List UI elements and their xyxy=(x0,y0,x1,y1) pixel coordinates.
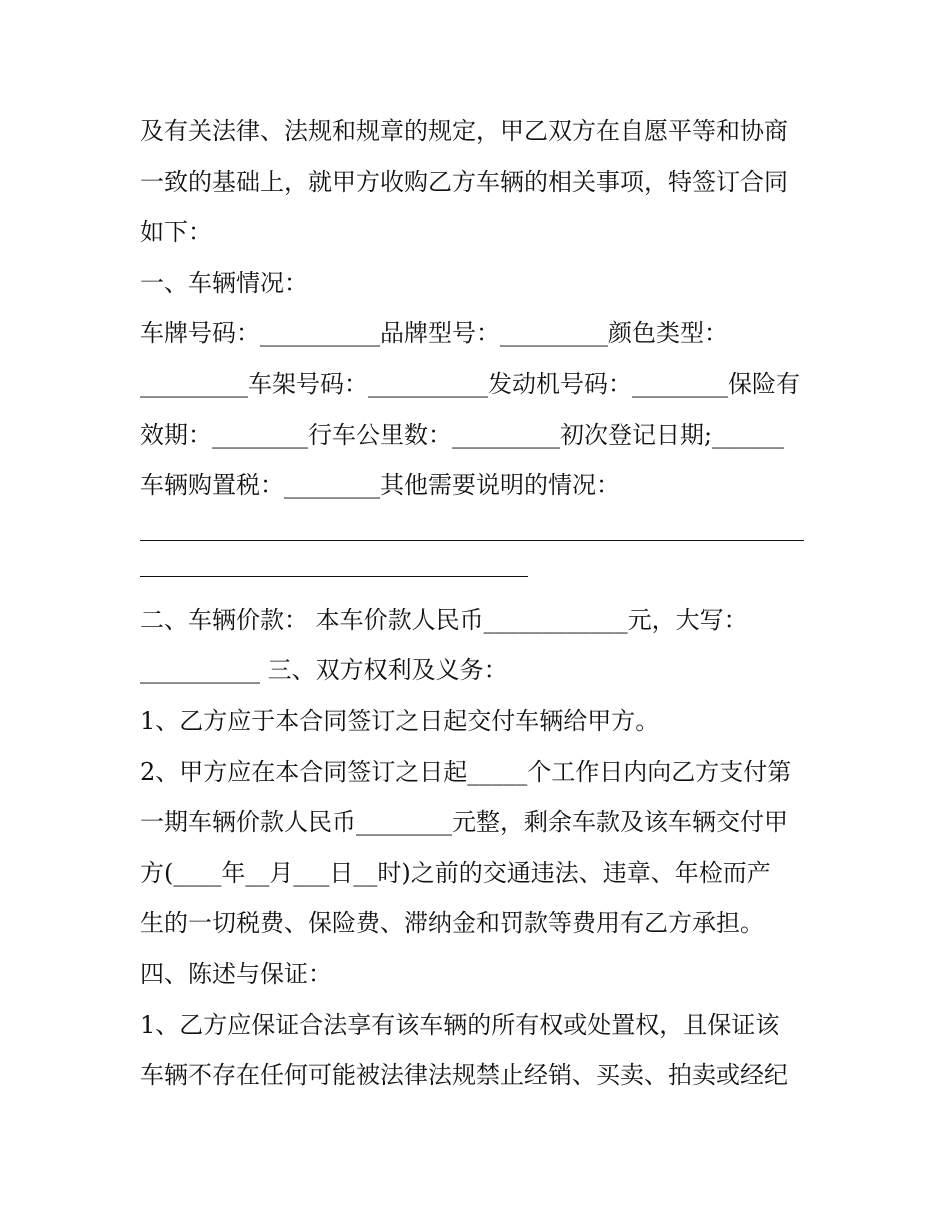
text-line: 效期：________行车公里数：_________初次登记日期;______ xyxy=(140,420,785,449)
text-line: 车辆不存在任何可能被法律法规禁止经销、买卖、拍卖或经纪 xyxy=(140,1061,788,1090)
text-line: 1、乙方应保证合法享有该车辆的所有权或处置权，且保证该 xyxy=(140,1010,780,1039)
section-heading-representations: 四、陈述与保证： xyxy=(140,959,332,988)
text-line: 一致的基础上，就甲方收购乙方车辆的相关事项，特签订合同 xyxy=(140,167,788,196)
spacer xyxy=(140,583,820,595)
blank-fill-line xyxy=(140,547,820,583)
text-line: 生的一切税费、保险费、滞纳金和罚款等费用有乙方承担。 xyxy=(140,909,764,938)
text-line: 如下： xyxy=(140,218,212,247)
section-heading-vehicle-price: 二、车辆价款： 本车价款人民币____________元，大写： xyxy=(140,605,748,634)
section-heading-vehicle-info: 一、车辆情况： xyxy=(140,268,308,297)
text-line: 及有关法律、法规和规章的规定，甲乙双方在自愿平等和协商 xyxy=(140,117,788,145)
text-line: _________车架号码：__________发动机号码：________保险有 xyxy=(140,369,800,398)
contract-body xyxy=(140,106,820,1101)
text-line: 一期车辆价款人民币________元整，剩余车款及该车辆交付甲 xyxy=(140,808,788,837)
underline-bar xyxy=(140,576,528,577)
text-line: 1、乙方应于本合同签订之日起交付车辆给甲方。 xyxy=(140,706,660,735)
text-line: __________ 三、双方权利及义务： xyxy=(140,656,508,685)
text-line: 车牌号码：__________品牌型号：_________颜色类型： xyxy=(140,319,728,348)
blank-fill-line xyxy=(140,511,820,547)
text-line: 方(____年__月___日__时)之前的交通违法、违章、年检而产 xyxy=(140,858,771,887)
underline-bar xyxy=(140,540,804,541)
text-line: 车辆购置税：________其他需要说明的情况： xyxy=(140,471,620,500)
text-line: 2、甲方应在本合同签订之日起_____个工作日内向乙方支付第 xyxy=(140,757,792,786)
